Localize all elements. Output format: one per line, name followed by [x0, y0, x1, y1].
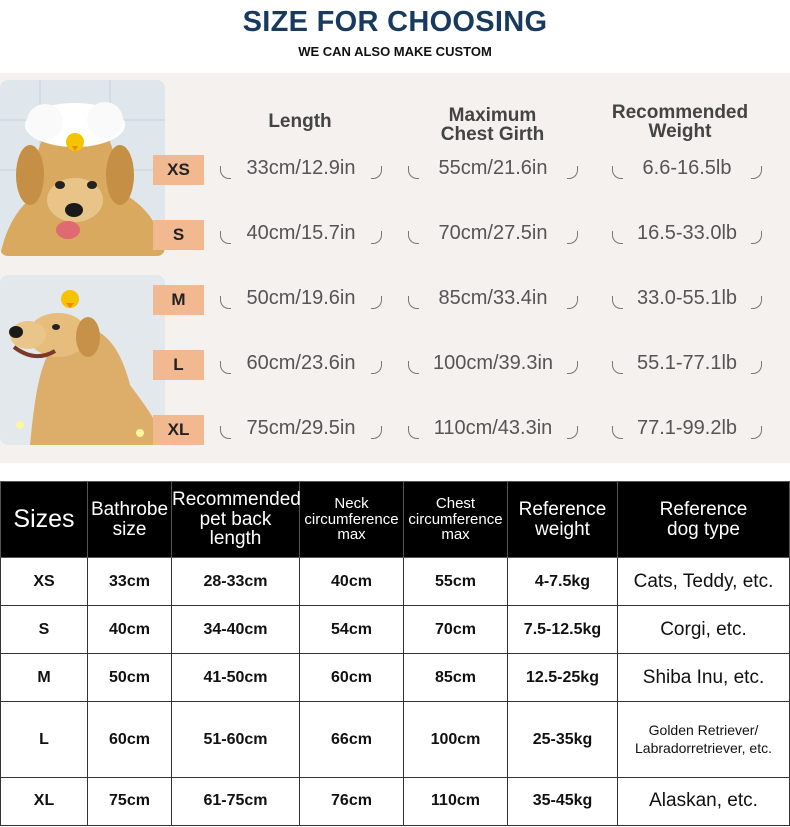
size-badge: S — [153, 220, 204, 250]
dog-photo-bottom — [0, 275, 165, 445]
cell-back: 28-33cm — [172, 558, 300, 606]
col-bathrobe-size: Bathrobe size — [88, 482, 172, 558]
table-row — [1, 654, 790, 702]
table-row — [1, 777, 790, 825]
table-row — [1, 702, 790, 777]
header-length — [240, 112, 360, 131]
cell-weight: 35-45kg — [508, 777, 618, 825]
table-row — [1, 606, 790, 654]
girth-value: 100cm/39.3in — [408, 350, 578, 376]
header-weight-line1: Recommended — [611, 102, 749, 123]
cell-size: S — [1, 606, 88, 654]
col-back-length: Recommended pet back length — [172, 482, 300, 558]
length-value: 75cm/29.5in — [220, 415, 382, 441]
girth-value: 110cm/43.3in — [408, 415, 578, 441]
table-row — [1, 558, 790, 606]
length-value: 50cm/19.6in — [220, 285, 382, 311]
cell-weight: 7.5-12.5kg — [508, 606, 618, 654]
header-girth-line2: Chest Girth — [440, 124, 545, 145]
cell-back: 34-40cm — [172, 606, 300, 654]
cell-size: M — [1, 654, 88, 702]
size-badge: XS — [153, 155, 204, 185]
cell-bathrobe: 40cm — [88, 606, 172, 654]
cell-neck: 66cm — [300, 702, 404, 777]
cell-weight: 25-35kg — [508, 702, 618, 777]
size-table — [0, 481, 790, 826]
cell-dog: Shiba Inu, etc. — [618, 654, 790, 702]
cell-bathrobe: 60cm — [88, 702, 172, 777]
cell-chest: 110cm — [404, 777, 508, 825]
cell-chest: 55cm — [404, 558, 508, 606]
cell-dog: Cats, Teddy, etc. — [618, 558, 790, 606]
length-value: 33cm/12.9in — [220, 155, 382, 181]
cell-weight: 4-7.5kg — [508, 558, 618, 606]
col-dog-type: Reference dog type — [618, 482, 790, 558]
girth-value: 55cm/21.6in — [408, 155, 578, 181]
girth-value: 70cm/27.5in — [408, 220, 578, 246]
weight-value: 33.0-55.1lb — [612, 285, 762, 311]
cell-chest: 70cm — [404, 606, 508, 654]
weight-value: 16.5-33.0lb — [612, 220, 762, 246]
cell-size: XS — [1, 558, 88, 606]
length-value: 60cm/23.6in — [220, 350, 382, 376]
col-sizes: Sizes — [1, 482, 88, 558]
weight-value: 55.1-77.1lb — [612, 350, 762, 376]
cell-dog: Golden Retriever/ Labradorretriever, etc. — [618, 702, 790, 777]
header-weight — [590, 103, 770, 141]
weight-value: 6.6-16.5lb — [612, 155, 762, 181]
cell-dog: Alaskan, etc. — [618, 777, 790, 825]
cell-back: 61-75cm — [172, 777, 300, 825]
cell-size: L — [1, 702, 88, 777]
header-length-text: Length — [268, 111, 332, 132]
cell-neck: 40cm — [300, 558, 404, 606]
page-subtitle: WE CAN ALSO MAKE CUSTOM — [298, 44, 492, 59]
col-weight: Reference weight — [508, 482, 618, 558]
cell-dog: Corgi, etc. — [618, 606, 790, 654]
cell-neck: 76cm — [300, 777, 404, 825]
col-chest: Chest circumference max — [404, 482, 508, 558]
header-chest-girth — [410, 106, 575, 144]
header-weight-line2: Weight — [648, 121, 712, 142]
length-value: 40cm/15.7in — [220, 220, 382, 246]
cell-chest: 85cm — [404, 654, 508, 702]
col-neck: Neck circumference max — [300, 482, 404, 558]
size-badge: XL — [153, 415, 204, 445]
cell-weight: 12.5-25kg — [508, 654, 618, 702]
size-badge: L — [153, 350, 204, 380]
cell-bathrobe: 50cm — [88, 654, 172, 702]
cell-neck: 60cm — [300, 654, 404, 702]
cell-back: 41-50cm — [172, 654, 300, 702]
cell-back: 51-60cm — [172, 702, 300, 777]
girth-value: 85cm/33.4in — [408, 285, 578, 311]
size-badge: M — [153, 285, 204, 315]
weight-value: 77.1-99.2lb — [612, 415, 762, 441]
header-girth-line1: Maximum — [448, 105, 537, 126]
cell-bathrobe: 33cm — [88, 558, 172, 606]
table-header-row — [1, 482, 790, 558]
dog-photo-top — [0, 80, 165, 256]
cell-neck: 54cm — [300, 606, 404, 654]
cell-bathrobe: 75cm — [88, 777, 172, 825]
cell-chest: 100cm — [404, 702, 508, 777]
page-title: SIZE FOR CHOOSING — [242, 6, 548, 38]
cell-size: XL — [1, 777, 88, 825]
